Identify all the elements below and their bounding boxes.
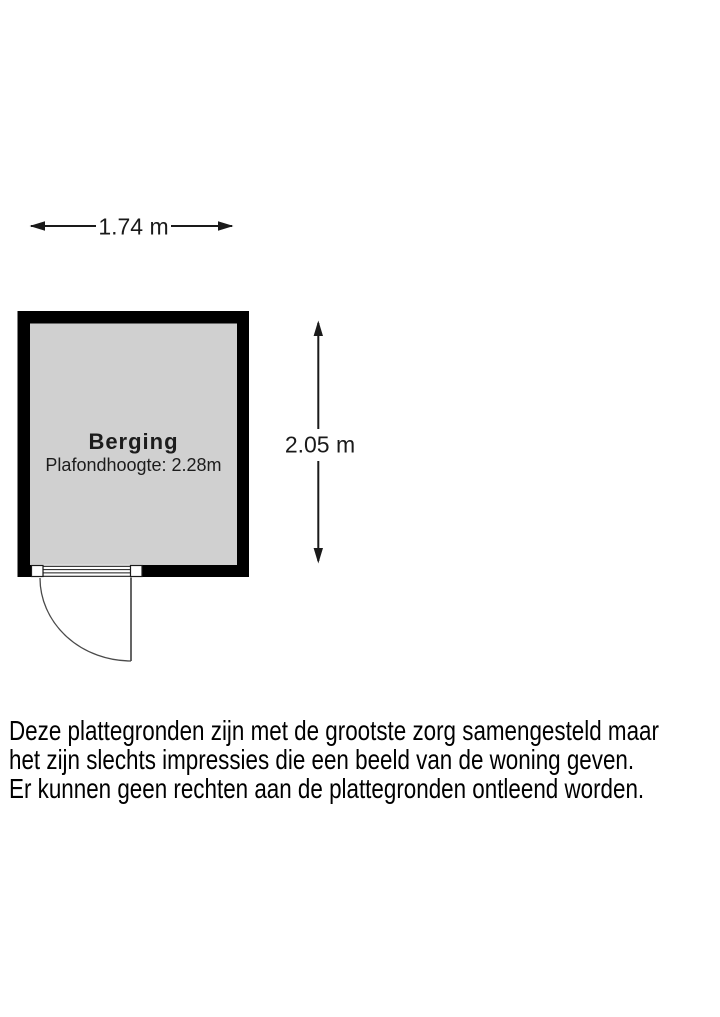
arrow-up-icon bbox=[314, 321, 323, 337]
door-swing-icon bbox=[31, 565, 142, 661]
disclaimer-line: Er kunnen geen rechten aan de plattegronden ontleend worden. bbox=[9, 773, 645, 804]
height-dimension-label: 2.05 m bbox=[284, 431, 356, 458]
room-berging bbox=[18, 311, 250, 577]
arrow-left-icon bbox=[30, 221, 46, 230]
disclaimer-line: Deze plattegronden zijn met de grootste zorg samengesteld maar bbox=[9, 715, 659, 746]
disclaimer-line: het zijn slechts impressies die een beeld van de woning geven. bbox=[9, 744, 635, 775]
width-dimension-arrow bbox=[30, 214, 234, 240]
disclaimer-text bbox=[9, 716, 713, 803]
height-dimension-arrow bbox=[285, 321, 355, 564]
arrow-down-icon bbox=[314, 548, 323, 564]
ceiling-height-label: Plafondhoogte: 2.28m bbox=[45, 455, 222, 475]
width-dimension-label: 1.74 m bbox=[98, 213, 169, 240]
arrow-right-icon bbox=[218, 221, 234, 230]
room-name-label: Berging bbox=[88, 429, 179, 454]
